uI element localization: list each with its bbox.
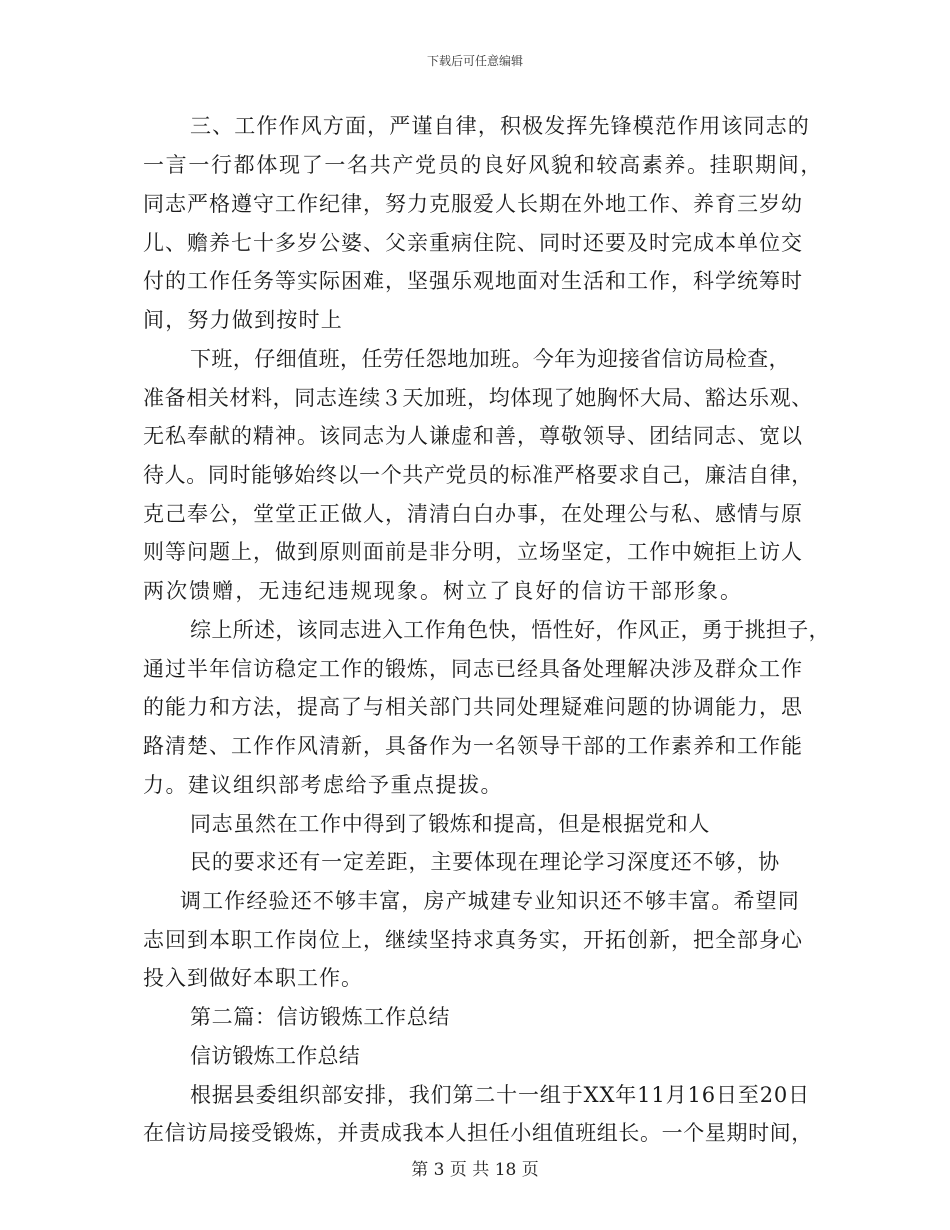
body-line: 综上所述，该同志进入工作角色快，悟性好，作风正，勇于挑担子， [190,618,830,642]
body-line: 克己奉公，堂堂正正做人，清清白白办事，在处理公与私、感情与原 [143,502,803,526]
body-line: 准备相关材料，同志连续３天加班，均体现了她胸怀大局、豁达乐观、 [143,386,813,410]
section-subheading: 信访锻炼工作总结 [190,1044,360,1068]
body-line: 在信访局接受锻炼，并责成我本人担任小组值班组长。一个星期时间， [143,1121,813,1145]
body-line: 儿、赡养七十多岁公婆、父亲重病住院、同时还要及时完成本单位交 [143,231,803,255]
body-line: 下班，仔细值班，任劳任怨地加班。今年为迎接省信访局检查， [190,347,791,371]
section-heading: 第二篇：信访锻炼工作总结 [190,1005,451,1029]
body-line: 一言一行都体现了一名共产党员的良好风貌和较高素养。挂职期间， [143,153,824,177]
body-line: 的能力和方法，提高了与相关部门共同处理疑难问题的协调能力，思 [143,695,803,719]
body-line: 无私奉献的精神。该同志为人谦虚和善，尊敬领导、团结同志、宽以 [143,424,803,448]
body-line: 志回到本职工作岗位上，继续坚持求真务实，开拓创新，把全部身心 [143,928,803,952]
body-line: 路清楚、工作作风清新，具备作为一名领导干部的工作素养和工作能 [143,734,803,758]
body-line: 通过半年信访稳定工作的锻炼，同志已经具备处理解决涉及群众工作 [143,657,803,681]
body-line: 间，努力做到按时上 [143,308,343,332]
body-line: 同志严格遵守工作纪律，努力克服爱人长期在外地工作、养育三岁幼 [143,192,803,216]
page-header: 下载后可任意编辑 [426,54,523,68]
body-line: 付的工作任务等实际困难，坚强乐观地面对生活和工作，科学统筹时 [143,269,803,293]
body-line: 民的要求还有一定差距，主要体现在理论学习深度还不够，协 [190,850,780,874]
body-line: 同志虽然在工作中得到了锻炼和提高，但是根据党和人 [190,812,711,836]
body-line: 待人。同时能够始终以一个共产党员的标准严格要求自己，廉洁自律， [143,463,813,487]
body-line: 力。建议组织部考虑给予重点提拔。 [143,773,503,797]
body-line: 根据县委组织部安排，我们第二十一组于XX年11月16日至20日 [190,1083,811,1107]
body-line: 则等问题上，做到原则面前是非分明，立场坚定，工作中婉拒上访人 [143,540,803,564]
body-line: 两次馈赠，无违纪违规现象。树立了良好的信访干部形象。 [143,579,744,603]
body-line: 三、工作作风方面，严谨自律，积极发挥先锋模范作用该同志的 [190,114,810,138]
body-line: 调工作经验还不够丰富，房产城建专业知识还不够丰富。希望同 [180,889,800,913]
page-footer: 第 3 页 共 18 页 [411,1160,539,1180]
body-line: 投入到做好本职工作。 [143,966,363,990]
